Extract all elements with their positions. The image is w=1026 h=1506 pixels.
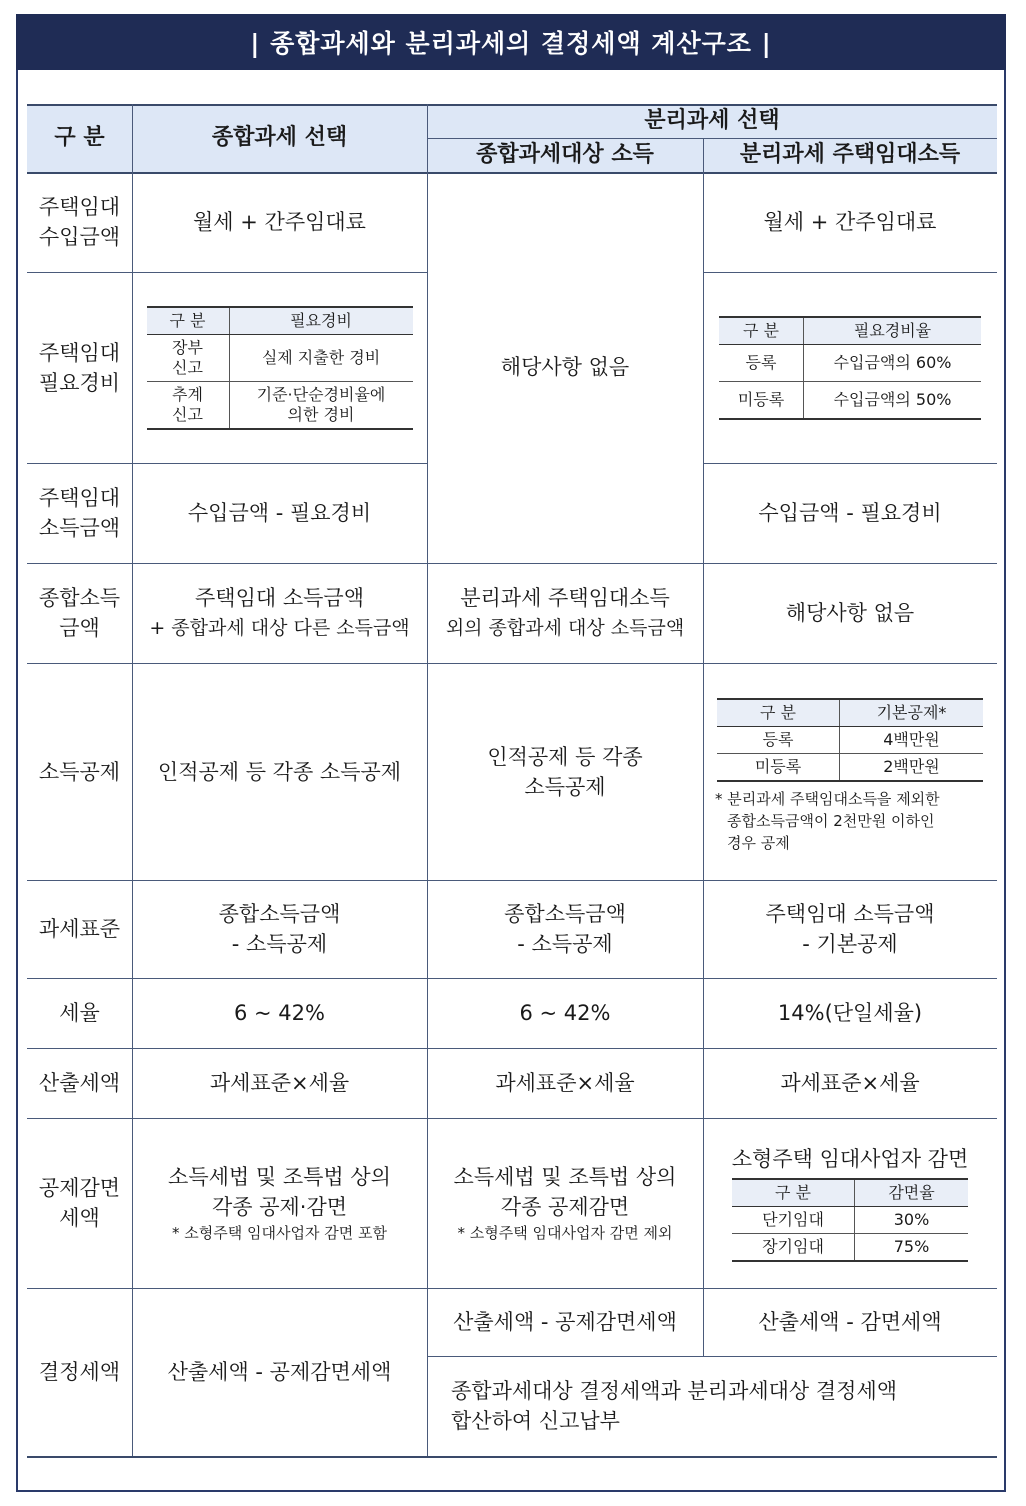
- grid-line: [27, 1048, 997, 1049]
- text-line: 주택임대 소득금액: [765, 902, 935, 926]
- income-comp: 수입금액 - 필요경비: [187, 501, 372, 525]
- text-line: 종합과세대상 결정세액과 분리과세대상 결정세액: [451, 1379, 898, 1403]
- total-income-sep-rental: 해당사항 없음: [785, 601, 915, 625]
- grid-line: [27, 1456, 997, 1458]
- grid-line: [703, 463, 997, 464]
- income-sep-rental: 수입금액 - 필요경비: [758, 501, 942, 525]
- table-cell: 장기임대: [732, 1234, 855, 1262]
- rate-comp: 6 ~ 42%: [234, 1001, 325, 1025]
- cell-line: 장부: [172, 337, 203, 357]
- page-title: | 종합과세와 분리과세의 결정세액 계산구조 |: [16, 14, 1006, 70]
- table-cell: 4백만원: [840, 726, 984, 753]
- row-label-calc-tax: 산출세액: [38, 1071, 121, 1095]
- row-label-income: [27, 463, 132, 563]
- text-line: 종합소득금액: [504, 902, 626, 926]
- note-line: 종합소득금액이 2천만원 이하인: [727, 811, 935, 830]
- grid-line: [703, 138, 704, 1356]
- text-line: 분리과세 주택임대소득: [460, 586, 670, 610]
- grid-line: [703, 272, 997, 273]
- grid-line: [132, 104, 133, 1456]
- basic-deduction-table: [717, 698, 983, 782]
- header-sep-rental: 분리과세 주택임대소득: [703, 138, 997, 172]
- grid-line: [27, 1288, 997, 1289]
- grid-line: [27, 978, 997, 979]
- final-tax-sep-rental: 산출세액 - 감면세액: [758, 1310, 942, 1334]
- label-line: 주택임대: [38, 486, 121, 510]
- header-sep-comp-target: 종합과세대상 소득: [427, 138, 703, 172]
- rate-sep-comp: 6 ~ 42%: [519, 1001, 611, 1025]
- row-label-expense: [27, 272, 132, 463]
- table-header: 구 분: [732, 1179, 855, 1207]
- table-cell: 단기임대: [732, 1207, 855, 1234]
- row-label-total-income: [27, 563, 132, 663]
- table-header: 기본공제*: [840, 699, 984, 727]
- text-line: 소득세법 및 조특법 상의: [453, 1165, 677, 1189]
- table-header: 감면율: [855, 1179, 969, 1207]
- grid-line: [27, 463, 427, 464]
- table-header: 필요경비율: [804, 317, 982, 345]
- deduction-sep-rental: [703, 663, 997, 880]
- grid-line: [427, 1356, 997, 1357]
- table-cell: 수입금액의 60%: [804, 344, 982, 381]
- grid-line: [27, 104, 997, 106]
- table-header: 구 분: [717, 699, 840, 727]
- total-income-comp: [132, 563, 427, 663]
- label-line: 공제감면: [38, 1176, 121, 1200]
- rate-sep-rental: 14%(단일세율): [777, 1001, 923, 1025]
- label-line: 주택임대: [38, 195, 121, 219]
- grid-line: [427, 104, 428, 1456]
- note-line: 경우 공제: [727, 833, 790, 852]
- cell-line: 신고: [172, 404, 203, 424]
- label-line: 소득금액: [38, 516, 121, 540]
- deduction-comp: 인적공제 등 각종 소득공제: [157, 759, 402, 784]
- cell-line: 기준·단순경비율에: [256, 384, 386, 404]
- table-header: 필요경비: [229, 307, 413, 335]
- text-line: + 종합과세 대상 다른 소득금액: [149, 617, 410, 639]
- deduction-sep-comp: [427, 663, 703, 880]
- row-label-tax-base: 과세표준: [38, 917, 121, 941]
- table-cell: 등록: [719, 344, 804, 381]
- text-line: 각종 공제감면: [500, 1195, 630, 1219]
- grid-line: [427, 138, 997, 139]
- grid-line: [27, 272, 427, 273]
- text-line: - 소득공제: [517, 932, 613, 956]
- tax-base-comp: [132, 880, 427, 978]
- expense-rate-table: [719, 316, 981, 420]
- table-cell: 75%: [855, 1234, 969, 1262]
- deduction-footnote: [715, 788, 985, 854]
- credit-comp: [132, 1118, 427, 1288]
- table-cell: 미등록: [719, 381, 804, 419]
- tax-base-sep-rental: [703, 880, 997, 978]
- calc-tax-comp: 과세표준×세율: [209, 1071, 350, 1095]
- header-comprehensive: 종합과세 선택: [132, 104, 427, 172]
- note-line: * 분리과세 주택임대소득을 제외한: [715, 789, 940, 808]
- row-label-credit: [27, 1118, 132, 1288]
- grid-line: [27, 663, 997, 664]
- header-gubun: 구 분: [27, 104, 132, 172]
- final-tax-comp: 산출세액 - 공제감면세액: [167, 1360, 392, 1384]
- revenue-sep-rental: 월세 + 간주임대료: [763, 210, 937, 234]
- text-line: 외의 종합과세 대상 소득금액: [445, 617, 685, 639]
- reduction-rate-table: [732, 1178, 968, 1262]
- row-label-revenue: [27, 172, 132, 272]
- table-cell: 30%: [855, 1207, 969, 1234]
- expense-comp-table: [147, 306, 413, 430]
- label-line: 수입금액: [38, 225, 121, 249]
- text-line: 종합소득금액: [218, 902, 341, 926]
- not-applicable-sep-comp: 해당사항 없음: [500, 355, 630, 379]
- text-line: - 기본공제: [802, 932, 898, 956]
- final-tax-sep-comp: 산출세액 - 공제감면세액: [453, 1310, 677, 1334]
- label-line: 필요경비: [38, 370, 121, 395]
- text-line: 소득공제: [524, 774, 606, 799]
- cell-line: 추계: [172, 384, 203, 404]
- final-tax-combined: [427, 1356, 997, 1456]
- row-label-deduction: 소득공제: [38, 759, 121, 784]
- row-label-rate: 세율: [59, 1001, 100, 1025]
- credit-sep-rental: [703, 1118, 997, 1288]
- cell-line: 신고: [172, 357, 203, 377]
- label-line: 금액: [59, 616, 100, 640]
- table-cell: [147, 381, 230, 429]
- text-line: 합산하여 신고납부: [451, 1409, 620, 1433]
- table-header: 구 분: [147, 307, 230, 335]
- cell-line: 의한 경비: [287, 404, 355, 424]
- expense-comp: [132, 272, 427, 463]
- text-line: 인적공제 등 각종: [487, 744, 643, 769]
- expense-sep-rental: [703, 272, 997, 463]
- grid-line: [27, 1118, 997, 1119]
- text-line: 소형주택 임대사업자 감면: [731, 1147, 969, 1171]
- row-label-final-tax: 결정세액: [38, 1360, 121, 1384]
- table-cell: 미등록: [717, 753, 840, 781]
- label-line: 종합소득: [38, 586, 121, 610]
- credit-sep-comp-note: * 소형주택 임대사업자 감면 제외: [457, 1224, 673, 1242]
- table-cell: 2백만원: [840, 753, 984, 781]
- total-income-sep-comp: [427, 563, 703, 663]
- text-line: - 소득공제: [231, 932, 328, 956]
- table-cell: [229, 381, 413, 429]
- label-line: 세액: [59, 1206, 100, 1230]
- table-cell: 등록: [717, 726, 840, 753]
- calc-tax-sep-rental: 과세표준×세율: [780, 1071, 920, 1095]
- grid-line: [27, 880, 997, 881]
- table-cell: 실제 지출한 경비: [229, 334, 413, 381]
- grid-line: [27, 172, 997, 174]
- credit-sep-comp: [427, 1118, 703, 1288]
- tax-base-sep-comp: [427, 880, 703, 978]
- label-line: 주택임대: [38, 340, 121, 365]
- header-separate: 분리과세 선택: [427, 104, 997, 138]
- table-header: 구 분: [719, 317, 804, 345]
- table-cell: 수입금액의 50%: [804, 381, 982, 419]
- credit-comp-note: * 소형주택 임대사업자 감면 포함: [172, 1224, 387, 1242]
- table-cell: [147, 334, 230, 381]
- revenue-comp: 월세 + 간주임대료: [193, 210, 366, 234]
- text-line: 소득세법 및 조특법 상의: [168, 1165, 391, 1189]
- text-line: 각종 공제·감면: [211, 1195, 348, 1219]
- calc-tax-sep-comp: 과세표준×세율: [495, 1071, 635, 1095]
- grid-line: [27, 563, 997, 564]
- text-line: 주택임대 소득금액: [195, 586, 364, 610]
